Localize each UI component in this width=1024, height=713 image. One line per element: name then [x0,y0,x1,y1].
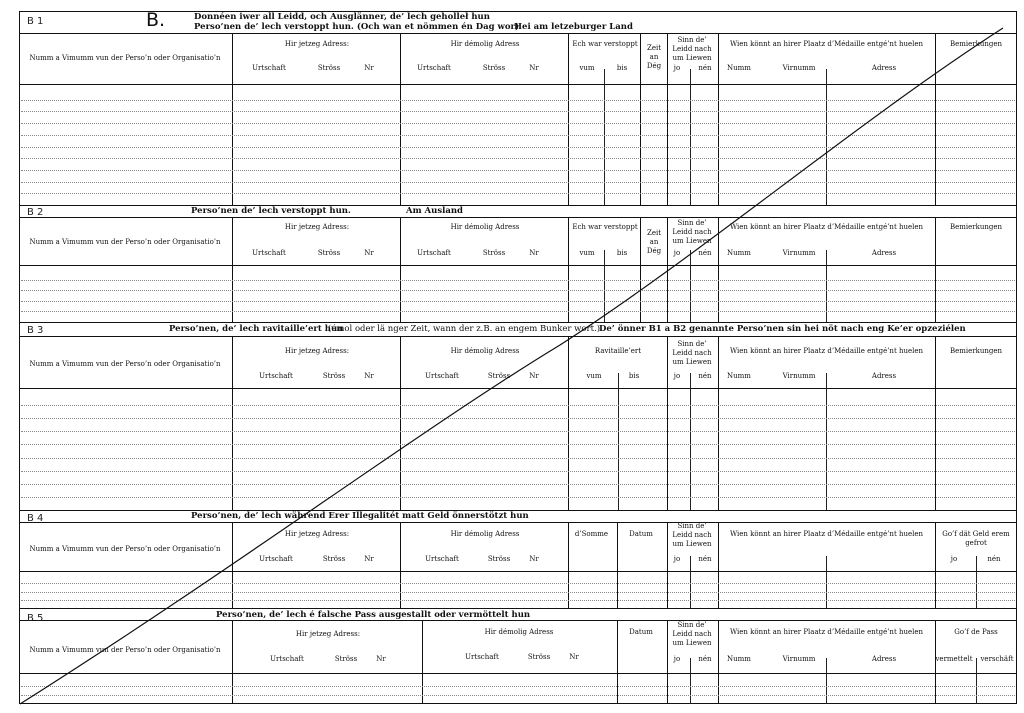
section-3-ruled-line [21,444,1015,445]
b3-alive-header: Sinn de’ Leidd nach um Liewen [672,340,712,366]
section-1-ruled-line [21,147,1015,148]
b2-title: Perso’nen de’ lech verstoppt hun. [191,206,351,216]
section-1-col-divider [935,33,936,205]
b5-name-header: Numm a Vimumm vun der Perso’n oder Organisatio’n [29,646,221,654]
form-heading-place: Hei am letzeburger Land [514,22,633,32]
b1-to: bis [616,64,628,72]
b5-id: B 5 [27,613,44,624]
section-b5 [19,608,1017,704]
b2-id: B 2 [27,207,44,218]
b3-current-urtschaft: Urtschaft [259,372,293,380]
b2-hidden-header: Ech war verstoppt [572,223,638,231]
b5-header-bottom [19,673,1017,674]
b5-current-strooss: Ströss [334,655,358,663]
b3-remarks-header: Bemierkungen [949,347,1003,355]
section-5-ruled-line [21,695,1015,696]
section-3-sub-divider [690,373,691,510]
b5-medal-numm: Numm [727,655,751,663]
section-5-col-divider [718,620,719,704]
section-3-ruled-line [21,405,1015,406]
form-heading-line2: Perso’nen de’ lech verstoppt hun. (Och wan et nömmen én Dag wor) [194,22,520,32]
b1-from: vum [579,64,595,72]
b5-current-urtschaft: Urtschaft [270,655,304,663]
b1-medal-header: Wien könnt an hirer Plaatz d’Médaille entgé’nt huelen [729,40,924,48]
b1-former-urtschaft: Urtschaft [417,64,451,72]
b2-medal-header: Wien könnt an hirer Plaatz d’Médaille entgé’nt huelen [729,223,924,231]
section-b4 [19,510,1017,608]
b5-current-nr: Nr [376,655,386,663]
b3-header-bottom [19,388,1017,389]
section-2-ruled-line [21,301,1015,302]
section-b3 [19,322,1017,510]
b2-yes: jo [673,249,681,257]
b3-former-nr: Nr [529,372,539,380]
section-1-ruled-line [21,100,1015,101]
section-2-ruled-line [21,290,1015,291]
b4-medal-header: Wien könnt an hirer Plaatz d’Médaille entgé’nt huelen [729,530,924,538]
b2-former-strooss: Ströss [482,249,506,257]
section-5-col-divider [422,620,423,704]
section-1-ruled-line [21,170,1015,171]
b5-title: Perso’nen, de’ lech é falsche Pass ausgestallt oder vermöttelt hun [216,610,531,620]
section-2-col-divider [640,217,641,322]
b2-from: vum [579,249,595,257]
b3-yes: jo [673,372,681,380]
b2-medal-adress: Adress [871,249,897,257]
b1-time-header: Zeit an Dég [646,44,662,70]
section-4-ruled-line [21,583,1015,584]
b3-note: (émol oder lä nger Zeit, wann der z.B. an engem Bunker wort.) [328,324,601,334]
b2-title-row [19,205,1017,218]
b2-former-urtschaft: Urtschaft [417,249,451,257]
b2-header-bottom [19,265,1017,266]
b2-remarks-header: Bemierkungen [949,223,1003,231]
b1-alive-header: Sinn de’ Leidd nach um Liewen [672,36,712,62]
b5-yes: jo [673,655,681,663]
section-1-col-divider [640,33,641,205]
b4-money-back-header: Go’f dät Geld erem gefrot [942,530,1010,547]
section-1-col-divider [232,33,233,205]
section-5-col-divider [617,620,618,704]
b3-current-strooss: Ströss [322,372,346,380]
b5-former-nr: Nr [569,653,579,661]
section-b1 [19,11,1017,205]
b2-medal-numm: Numm [727,249,751,257]
b3-medal-header: Wien könnt an hirer Plaatz d’Médaille entgé’nt huelen [729,347,924,355]
section-4-col-divider [400,522,401,608]
section-5-col-divider [667,620,668,704]
b5-no: nén [698,655,712,663]
b1-current-urtschaft: Urtschaft [252,64,286,72]
b4-former-nr: Nr [529,555,539,563]
b2-no: nén [698,249,712,257]
b5-medal-header: Wien könnt an hirer Plaatz d’Médaille entgé’nt huelen [729,628,924,636]
section-1-col-divider [718,33,719,205]
b1-remarks-header: Bemierkungen [949,40,1003,48]
section-1-ruled-line [21,135,1015,136]
section-4-col-divider [718,522,719,608]
section-4-col-divider [935,522,936,608]
b1-former-nr: Nr [529,64,539,72]
b4-former-strooss: Ströss [487,555,511,563]
b1-current-address-header: Hir jetzeg Adress: [284,40,350,48]
b4-former-address-header: Hir démolig Adress [450,530,520,538]
section-5-col-divider [935,620,936,704]
b2-current-address-header: Hir jetzeg Adress: [284,223,350,231]
section-1-sub-divider [826,69,827,205]
b4-yes: jo [673,555,681,563]
section-2-ruled-line [21,311,1015,312]
b4-sum-header: d’Somme [574,530,609,538]
section-1-col-divider [568,33,569,205]
form-letter: B. [146,9,166,31]
section-4-col-divider [232,522,233,608]
section-3-ruled-line [21,471,1015,472]
b1-current-nr: Nr [364,64,374,72]
b1-medal-virnumm: Virnumm [782,64,816,72]
b4-header-bottom [19,571,1017,572]
b4-current-address-header: Hir jetzeg Adress: [284,530,350,538]
b5-former-address-header: Hir démolig Adress [484,628,554,636]
section-4-col-divider [617,522,618,608]
b5-date-header: Datum [629,628,653,636]
b3-id: B 3 [27,325,44,336]
form-heading-line1: Donnéen iwer all Leidd, och Ausglänner, de’ lech geholleł hun [194,12,490,22]
section-2-col-divider [718,217,719,322]
b1-medal-numm: Numm [727,64,751,72]
b4-current-urtschaft: Urtschaft [259,555,293,563]
section-1-sub-divider [604,69,605,205]
section-1-ruled-line [21,111,1015,112]
b3-former-address-header: Hir démolig Adress [450,347,520,355]
section-1-ruled-line [21,158,1015,159]
b5-medal-virnumm: Virnumm [782,655,816,663]
section-4-col-divider [667,522,668,608]
section-5-col-divider [232,620,233,704]
b5-mediated: vermettelt [935,655,973,663]
b3-medal-virnumm: Virnumm [782,372,816,380]
b2-current-urtschaft: Urtschaft [252,249,286,257]
section-1-ruled-line [21,182,1015,183]
section-2-col-divider [400,217,401,322]
b3-no: nén [698,372,712,380]
b4-yes2: jo [950,555,958,563]
b5-current-address-header: Hir jetzeg Adress: [295,630,361,638]
b2-current-nr: Nr [364,249,374,257]
b2-former-address-header: Hir démolig Adress [450,223,520,231]
b3-former-urtschaft: Urtschaft [425,372,459,380]
b5-medal-adress: Adress [871,655,897,663]
b5-issued: verschäft [980,655,1014,663]
section-3-sub-divider [618,373,619,510]
b3-note2: De’ önner B1 a B2 genannte Perso’nen sin hei nöt nach eng Ke’er opzeziélen [599,324,966,334]
section-3-ruled-line [21,431,1015,432]
section-3-ruled-line [21,418,1015,419]
section-1-sub-divider [690,69,691,205]
b1-no: nén [698,64,712,72]
b2-medal-virnumm: Virnumm [782,249,816,257]
b4-former-urtschaft: Urtschaft [425,555,459,563]
section-2-col-divider [232,217,233,322]
b5-former-strooss: Ströss [527,653,551,661]
section-5-sub-divider [826,658,827,704]
b3-medal-numm: Numm [727,372,751,380]
section-4-ruled-line [21,600,1015,601]
b1-medal-adress: Adress [871,64,897,72]
b3-current-nr: Nr [364,372,374,380]
b1-current-strooss: Ströss [317,64,341,72]
section-4-ruled-line [21,592,1015,593]
b3-current-address-header: Hir jetzeg Adress: [284,347,350,355]
section-5-sub-divider [976,658,977,704]
b4-no2: nén [987,555,1001,563]
b2-time-header: Zeit an Dég [646,229,662,255]
b4-title: Perso’nen, de’ lech während Erer Illegalitét matt Geld önnerstötzt hun [191,511,529,521]
b4-id: B 4 [27,513,44,524]
b3-former-strooss: Ströss [487,372,511,380]
b1-name-header: Numm a Vimumm vun der Perso’n oder Organisatio’n [29,54,221,62]
b3-from: vum [586,372,602,380]
b3-ravit-header: Ravitaille’ert [594,347,642,355]
section-3-ruled-line [21,458,1015,459]
b4-current-nr: Nr [364,555,374,563]
b1-former-address-header: Hir démolig Adress [450,40,520,48]
b2-current-strooss: Ströss [317,249,341,257]
section-3-sub-divider [826,373,827,510]
b2-alive-header: Sinn de’ Leidd nach um Liewen [672,219,712,245]
b1-header-bottom [19,84,1017,85]
b4-no: nén [698,555,712,563]
b3-title: Perso’nen, de’ lech ravitaille’ert hun [169,324,344,334]
b5-alive-header: Sinn de’ Leidd nach um Liewen [672,621,712,647]
b4-current-strooss: Ströss [322,555,346,563]
b3-to: bis [628,372,640,380]
b4-name-header: Numm a Vimumm vun der Perso’n oder Organisatio’n [29,545,221,553]
section-4-col-divider [568,522,569,608]
b1-id: B 1 [27,16,44,27]
section-3-ruled-line [21,497,1015,498]
b4-date-header: Datum [629,530,653,538]
section-2-col-divider [568,217,569,322]
b3-medal-adress: Adress [871,372,897,380]
b1-hidden-header: Ech war verstoppt [572,40,638,48]
b2-former-nr: Nr [529,249,539,257]
section-2-ruled-line [21,280,1015,281]
section-1-ruled-line [21,123,1015,124]
section-b2 [19,205,1017,322]
b3-name-header: Numm a Vimumm vun der Perso’n oder Organisatio’n [29,360,221,368]
b1-former-strooss: Ströss [482,64,506,72]
b2-place: Am Ausland [406,206,463,216]
section-3-ruled-line [21,484,1015,485]
b5-pass-header: Go’f de Pass [954,628,998,636]
section-2-col-divider [935,217,936,322]
section-2-col-divider [667,217,668,322]
section-5-ruled-line [21,686,1015,687]
b2-to: bis [616,249,628,257]
b2-name-header: Numm a Vimumm vun der Perso’n oder Organisatio’n [29,238,221,246]
section-1-col-divider [400,33,401,205]
section-1-ruled-line [21,193,1015,194]
b5-former-urtschaft: Urtschaft [465,653,499,661]
section-1-col-divider [667,33,668,205]
section-5-sub-divider [690,658,691,704]
b4-alive-header: Sinn de’ Leidd nach um Liewen [672,522,712,548]
b1-yes: jo [673,64,681,72]
